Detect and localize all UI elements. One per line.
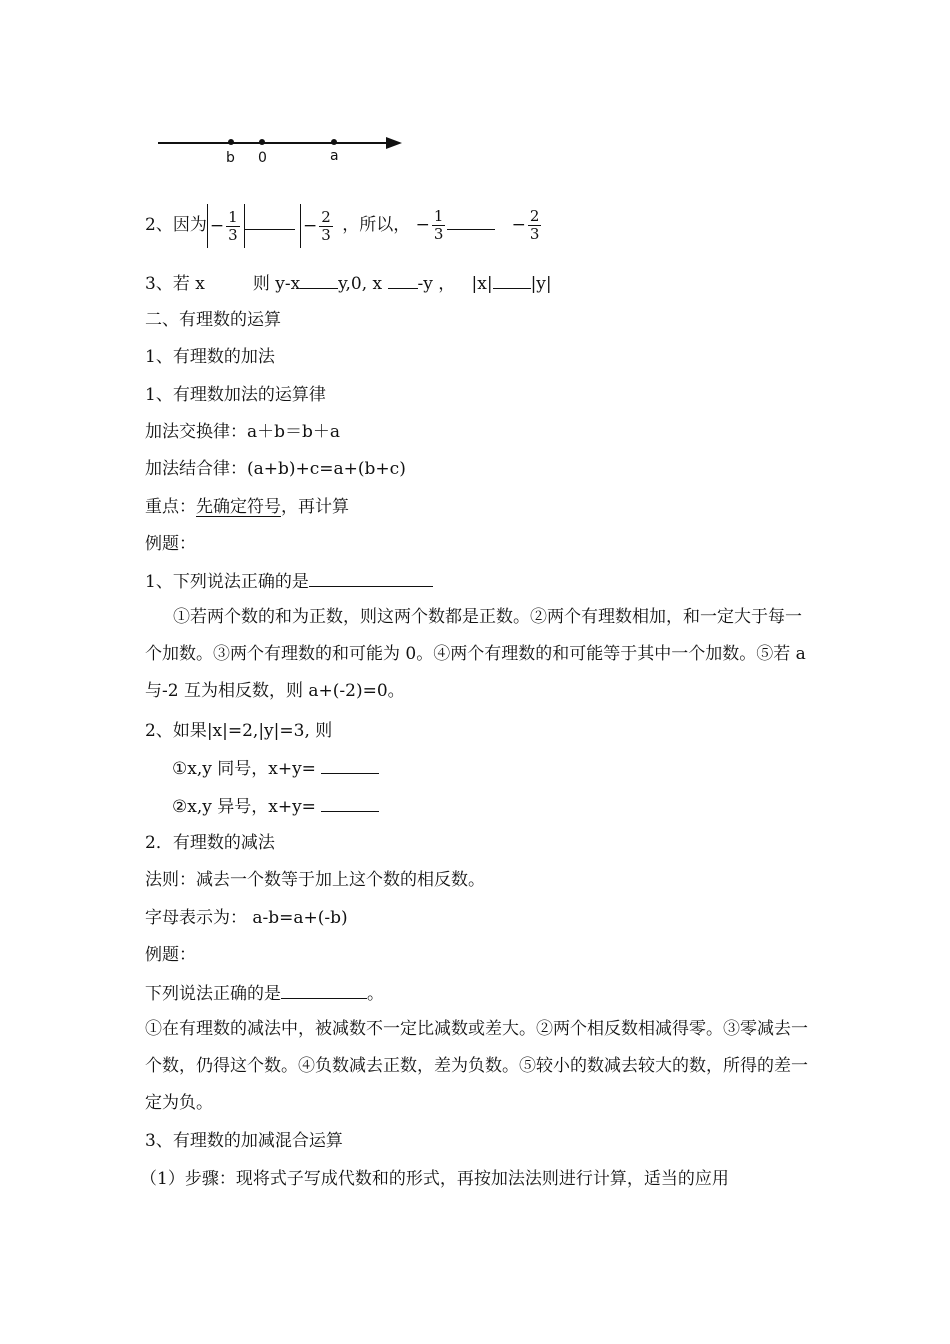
subtraction-rule: 法则：减去一个数等于加上这个数的相反数。 (145, 870, 485, 890)
number-line-arrow (386, 137, 402, 149)
example-2-same-sign: ①x,y 同号，x+y= (172, 755, 379, 782)
blank-e2b[interactable] (321, 793, 379, 812)
point-a (331, 139, 337, 145)
key-point: 重点：先确定符号，再计算 (145, 497, 349, 517)
point-b (228, 139, 234, 145)
blank-q3-3[interactable] (493, 270, 531, 289)
example-label-2: 例题： (145, 945, 196, 965)
letter-form: 字母表示为： a-b=a+(-b) (145, 908, 348, 928)
blank-q2-1[interactable] (245, 211, 295, 230)
number-line (150, 128, 410, 173)
blank-q2-2[interactable] (447, 211, 495, 230)
point-zero (259, 139, 265, 145)
section-heading-2: 二、有理数的运算 (145, 310, 281, 330)
blank-e1[interactable] (309, 568, 433, 587)
subsection-addition: 1、有理数的加法 (145, 347, 275, 367)
question-2: 2、因为 − $\frac{1}{3}$ − $\frac{2}{3}$ ，所以， − $\frac{1}{3}$ − $\frac{2}{3}$ (145, 200, 543, 250)
label-a: a (330, 148, 339, 164)
label-zero: 0 (258, 150, 267, 166)
blank-q3-2[interactable] (388, 270, 418, 289)
abs-two-thirds: − $\frac{2}{3}$ (300, 204, 337, 248)
associative-law: 加法结合律：(a+b)+c=a+(b+c) (145, 459, 406, 479)
example-3-options: ①在有理数的减法中，被减数不一定比减数或差大。②两个相反数相减得零。③零减去一个数，仍得这个数。④负数减去正数，差为负数。⑤较小的数减去较大的数，所得的差一定为负。 (145, 1019, 808, 1113)
subsection-mixed: 3、有理数的加减混合运算 (145, 1131, 343, 1151)
abs-one-third: − $\frac{1}{3}$ (207, 204, 245, 248)
question-3: 3、若 x 则 y-x y,0, x -y ， |x| |y| (145, 270, 552, 297)
steps-line: （1）步骤：现将式子写成代数和的形式，再按加法法则进行计算，适当的应用 (140, 1169, 729, 1189)
label-b: b (226, 150, 235, 166)
example-2: 2、如果|x|=2,|y|=3, 则 (145, 721, 333, 741)
blank-e2a[interactable] (321, 755, 379, 774)
blank-e3[interactable] (281, 980, 367, 999)
example-label-1: 例题： (145, 534, 196, 554)
example-1: 1、下列说法正确的是 (145, 568, 433, 595)
example-3: 下列说法正确的是 。 (145, 980, 384, 1007)
blank-q3-1[interactable] (300, 270, 338, 289)
example-1-options: ①若两个数的和为正数，则这两个数都是正数。②两个有理数相加，和一定大于每一个加数。③两个有理数的和可能为 0。④两个有理数的和可能等于其中一个加数。⑤若 a 与-2 互为相反数，则 a+(-2)=0。 (145, 607, 806, 701)
subsection-subtraction: 2．有理数的减法 (145, 833, 275, 853)
example-2-opposite-sign: ②x,y 异号，x+y= (172, 793, 379, 820)
addition-laws-heading: 1、有理数加法的运算律 (145, 385, 326, 405)
commutative-law: 加法交换律：a＋b＝b＋a (145, 422, 341, 442)
